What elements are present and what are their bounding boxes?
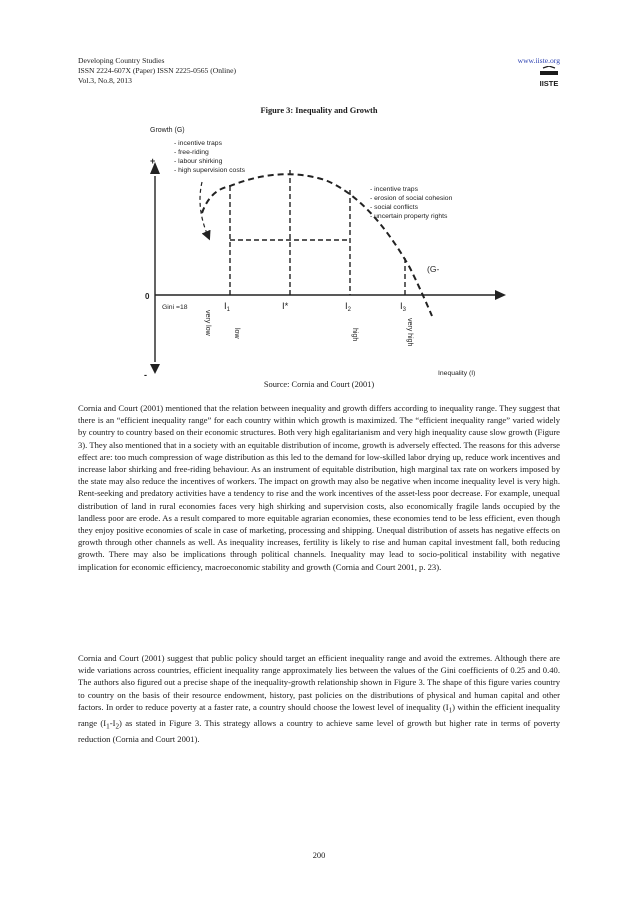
plus-sign: + (150, 156, 156, 166)
right-note: - incentive traps (370, 186, 418, 193)
right-note: - social conflicts (370, 204, 418, 211)
y-axis-arrow-down (150, 364, 160, 374)
page-number: 200 (312, 851, 326, 860)
minus-sign: - (144, 370, 147, 380)
right-note: - erosion of social cohesion (370, 195, 453, 202)
figure-svg (140, 118, 510, 380)
svg-text:IISTE: IISTE (539, 79, 559, 88)
left-note: - high supervision costs (174, 167, 246, 174)
paragraph-text: Cornia and Court (2001) mentioned that the relation between inequality and growth differs according to inequality range. They suggest that there is an “efficient inequality range” for each country within which growth is maximized. The “efficient inequality range” varied widely by country to country based on their economic structures. Both very high egalitarianism and very high inequality cause slow growth (Figure 3). They also mentioned that in a society with an equitable distribution of income, growth is adversely effected. The reasons for this adverse effect are: too much compression of wage distribution as this led to the demand for low-skilled labor drying up, reduce work incentives and increase labor shirking and free-riding behaviour. As an instrument of equitable distribution, high marginal tax rate on workers imposed by the state may also reduce the incentives of workers. The impact on growth may also be negative when income inequality level is very high. Rent-seeking and predatory activities have a tendency to rise and the work incentives of the asset-less poor decrease. For example, unequal distribution of land in rural economies faces very high shirking and supervision costs, also economically fragile lands occupied by the landless poor are erode. As a result compared to more equitable agrarian economies, these economies tend to be less efficient, even though they enjoy positive economies of scale in case of marketing, processing and shipping. Unequal distribution of assets has negative effects on growth through other channels as well. As inequality increases, fertility is likely to rise and human capital investment fall, both reducing growth. There may also be implications through political channels. Inequality may lead to socio-political instability with negative implication for economic efficiency, macroeconomic stability and growth (Cornia and Court 2001, p. 23). (78, 403, 560, 572)
level-label: high (351, 328, 358, 342)
gini-label: Gini =18 (162, 304, 188, 311)
right-note: - uncertain property rights (370, 213, 448, 220)
level-label: low (233, 328, 240, 339)
x-axis-arrow (495, 290, 506, 300)
inequality-growth-figure (140, 118, 510, 380)
x-tick-i3: $I_3$ (400, 301, 406, 313)
paragraph-text: Cornia and Court (2001) suggest that public policy should target an efficient inequality range and avoid the extremes. Although there are wide variations across countries, efficient inequality range approximately lies between the values of the Gini coefficients of 0.25 and 0.40. The authors also figured out a precise shape of the inequality-growth relationship shown in Figure 3. The shape of this figure varies country to country on the basis of their resource endowment, history, past policies on the distributions of physical and human capital and other factors. In order to reduce poverty at a faster rate, a country should choose the lowest level of inequality $(I_1)$ within the efficient inequality range $(I_1-I_2)$ as stated in Figure 3. This strategy allows a country to achieve same level of growth but higher rate in terms of poverty reduction (Cornia and Court 2001). (78, 653, 560, 744)
x-axis-label: Inequality (I) (438, 370, 476, 377)
left-note: - labour shirking (174, 158, 223, 165)
x-tick-istar: I* (282, 301, 289, 312)
paragraph-1 (78, 402, 560, 573)
x-tick-i2: $I_2$ (345, 301, 351, 313)
iiste-logo (538, 66, 560, 90)
curve-label: (G- (427, 264, 440, 274)
y-axis-label: Growth (G) (150, 127, 185, 134)
journal-url[interactable]: www.iiste.org (517, 56, 560, 65)
journal-name: Developing Country Studies (78, 56, 165, 65)
figure-source: Source: Cornia and Court (2001) (263, 380, 375, 389)
figure-title: Figure 3: Inequality and Growth (260, 106, 378, 115)
volume: Vol.3, No.8, 2013 (78, 76, 132, 85)
x-tick-i1: $I_1$ (224, 301, 230, 313)
issn: ISSN 2224-607X (Paper) ISSN 2225-0565 (Online) (78, 66, 236, 75)
paragraph-2 (78, 652, 560, 745)
zero-label: 0 (145, 292, 150, 301)
left-note: - incentive traps (174, 140, 222, 147)
level-label: very low (204, 310, 211, 336)
page-header (78, 56, 236, 86)
left-note: - free-riding (174, 149, 209, 156)
level-label: very high (406, 318, 413, 347)
